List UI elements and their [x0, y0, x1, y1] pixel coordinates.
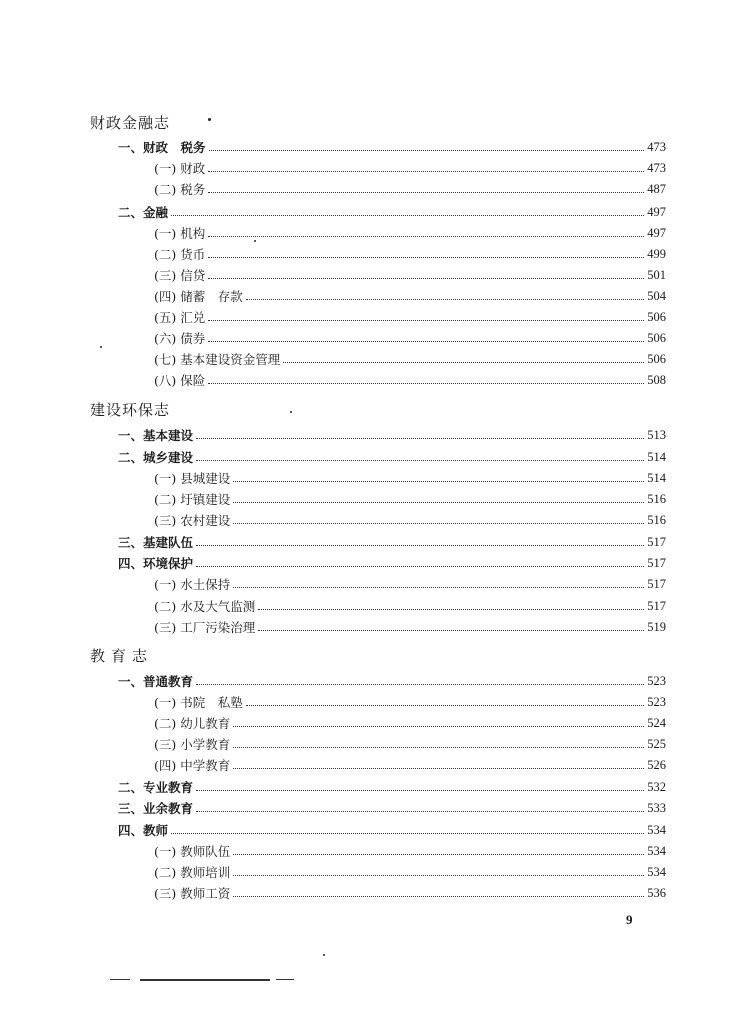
- dot-leader: [196, 789, 644, 791]
- dot-leader: [171, 832, 644, 834]
- dot-leader: [208, 277, 644, 279]
- toc-entry-page: 499: [647, 246, 666, 261]
- dot-leader: [233, 725, 644, 727]
- toc-entry[interactable]: [154, 755, 666, 775]
- toc-entry-page: 497: [647, 204, 666, 219]
- toc-entry-label: 二、专业教育: [118, 780, 194, 795]
- dot-leader: [233, 586, 644, 588]
- dot-leader: [208, 256, 644, 258]
- toc-entry[interactable]: [154, 244, 666, 264]
- toc-entry[interactable]: [154, 223, 666, 243]
- dot-leader: [233, 853, 644, 855]
- toc-entry[interactable]: [154, 349, 666, 369]
- toc-entry[interactable]: [154, 307, 666, 327]
- toc-entry[interactable]: [154, 265, 666, 285]
- dot-leader: [209, 149, 645, 151]
- dot-leader: [233, 480, 644, 482]
- toc-entry-label: (二) 货币: [154, 247, 206, 262]
- dot-leader: [233, 895, 644, 897]
- scan-edge-mark: [140, 979, 270, 981]
- dot-leader: [283, 361, 644, 363]
- toc-entry-label: 四、教师: [118, 823, 169, 838]
- toc-entry-page: 517: [647, 555, 666, 570]
- toc-entry-label: 一、普通教育: [118, 674, 194, 689]
- toc-entry-page: 526: [647, 757, 666, 772]
- toc-entry-page: 501: [647, 267, 666, 282]
- toc-entry-label: (六) 债券: [154, 331, 206, 346]
- toc-entry-label: (一) 书院 私塾: [154, 695, 243, 710]
- toc-entry[interactable]: [118, 137, 666, 157]
- toc-entry-label: (四) 中学教育: [154, 758, 231, 773]
- toc-entry-page: 519: [647, 619, 666, 634]
- dot-leader: [196, 437, 644, 439]
- dot-leader: [246, 704, 645, 706]
- scan-edge-mark: [110, 979, 130, 980]
- toc-entry-label: (二) 税务: [154, 182, 206, 197]
- toc-entry[interactable]: [154, 468, 666, 488]
- toc-entry[interactable]: [118, 553, 666, 573]
- toc-entry-label: (三) 工厂污染治理: [154, 620, 256, 635]
- toc-entry-label: (二) 幼儿教育: [154, 716, 231, 731]
- library-stamp: [2, 0, 52, 27]
- toc-entry[interactable]: [154, 158, 666, 178]
- toc-entry[interactable]: [154, 510, 666, 530]
- toc-entry[interactable]: [154, 713, 666, 733]
- dot-leader: [233, 501, 644, 503]
- dot-leader: [171, 214, 644, 216]
- toc-entry-page: 525: [647, 736, 666, 751]
- toc-entry-page: 514: [647, 449, 666, 464]
- toc-entry-label: (五) 汇兑: [154, 310, 206, 325]
- dot-leader: [196, 459, 644, 461]
- toc-entry-label: (四) 储蓄 存款: [154, 289, 243, 304]
- toc-entry-label: (一) 财政: [154, 161, 206, 176]
- dot-leader: [258, 608, 644, 610]
- dot-leader: [208, 340, 644, 342]
- dot-leader: [208, 170, 644, 172]
- toc-entry[interactable]: [118, 798, 666, 818]
- toc-entry-page: 506: [647, 330, 666, 345]
- toc-entry-page: 516: [647, 491, 666, 506]
- toc-entry[interactable]: [118, 820, 666, 840]
- toc-entry-label: 三、基建队伍: [118, 535, 194, 550]
- toc-entry[interactable]: [154, 862, 666, 882]
- toc-entry-page: 523: [647, 673, 666, 688]
- toc-entry-page: 514: [647, 470, 666, 485]
- toc-entry-label: (八) 保险: [154, 373, 206, 388]
- toc-entry-label: (一) 教师队伍: [154, 844, 231, 859]
- toc-entry-label: (一) 机构: [154, 226, 206, 241]
- toc-entry[interactable]: [154, 179, 666, 199]
- section-title-education: 教育志: [90, 647, 154, 665]
- dot-leader: [233, 767, 644, 769]
- scan-speck: [290, 411, 292, 413]
- dot-leader: [246, 298, 645, 300]
- section-title-construction: 建设环保志: [90, 401, 171, 419]
- toc-entry-label: (七) 基本建设资金管理: [154, 352, 281, 367]
- toc-entry-page: 534: [647, 864, 666, 879]
- toc-entry-page: 517: [647, 534, 666, 549]
- toc-entry-label: 一、财政 税务: [118, 140, 206, 155]
- dot-leader: [233, 522, 644, 524]
- toc-entry-page: 536: [647, 885, 666, 900]
- toc-entry-page: 517: [647, 576, 666, 591]
- toc-entry-label: (二) 水及大气监测: [154, 599, 256, 614]
- toc-entry[interactable]: [118, 202, 666, 222]
- toc-entry-label: (三) 教师工资: [154, 886, 231, 901]
- toc-entry[interactable]: [118, 671, 666, 691]
- toc-entry-label: (二) 教师培训: [154, 865, 231, 880]
- toc-entry-page: 513: [647, 427, 666, 442]
- dot-leader: [208, 191, 644, 193]
- toc-entry-page: 523: [647, 694, 666, 709]
- dot-leader: [208, 382, 644, 384]
- toc-entry-page: 487: [647, 181, 666, 196]
- toc-entry-page: 534: [647, 822, 666, 837]
- toc-entry-label: (二) 圩镇建设: [154, 492, 231, 507]
- toc-entry[interactable]: [154, 574, 666, 594]
- toc-entry-label: (三) 小学教育: [154, 737, 231, 752]
- scan-speck: [323, 954, 325, 956]
- toc-entry-label: (三) 信贷: [154, 268, 206, 283]
- toc-entry[interactable]: [118, 425, 666, 445]
- toc-entry-label: 三、业余教育: [118, 801, 194, 816]
- toc-entry[interactable]: [154, 841, 666, 861]
- scan-edge-mark: [276, 979, 294, 980]
- dot-leader: [208, 235, 644, 237]
- scan-speck: [208, 118, 211, 121]
- dot-leader: [196, 565, 644, 567]
- dot-leader: [208, 319, 644, 321]
- toc-entry-label: (三) 农村建设: [154, 513, 231, 528]
- toc-entry-label: 一、基本建设: [118, 428, 194, 443]
- toc-entry-page: 532: [647, 779, 666, 794]
- dot-leader: [233, 746, 644, 748]
- toc-entry-page: 473: [647, 160, 666, 175]
- scan-speck: [254, 240, 256, 242]
- dot-leader: [258, 629, 644, 631]
- toc-entry[interactable]: [154, 286, 666, 306]
- toc-entry-label: 二、金融: [118, 205, 169, 220]
- toc-entry-page: 473: [647, 139, 666, 154]
- toc-entry-page: 506: [647, 309, 666, 324]
- toc-entry-page: 516: [647, 512, 666, 527]
- toc-entry[interactable]: [118, 777, 666, 797]
- toc-entry[interactable]: [154, 489, 666, 509]
- toc-entry[interactable]: [118, 532, 666, 552]
- toc-entry[interactable]: [154, 596, 666, 616]
- dot-leader: [196, 683, 644, 685]
- toc-entry[interactable]: [154, 370, 666, 390]
- toc-entry[interactable]: [154, 692, 666, 712]
- toc-entry-label: (一) 水土保持: [154, 577, 231, 592]
- toc-entry-page: 534: [647, 843, 666, 858]
- toc-entry-page: 524: [647, 715, 666, 730]
- toc-entry-label: (一) 县城建设: [154, 471, 231, 486]
- section-title-finance: 财政金融志: [90, 114, 171, 132]
- toc-entry-page: 508: [647, 372, 666, 387]
- toc-entry-page: 517: [647, 598, 666, 613]
- toc-entry-page: 497: [647, 225, 666, 240]
- toc-entry[interactable]: [154, 617, 666, 637]
- dot-leader: [233, 874, 644, 876]
- toc-entry-page: 533: [647, 800, 666, 815]
- scan-speck: [100, 346, 102, 348]
- toc-entry-page: 504: [647, 288, 666, 303]
- toc-entry[interactable]: [154, 734, 666, 754]
- page-number: 9: [626, 912, 633, 927]
- toc-entry-label: 二、城乡建设: [118, 450, 194, 465]
- dot-leader: [196, 810, 644, 812]
- toc-entry[interactable]: [154, 883, 666, 903]
- toc-entry-page: 506: [647, 351, 666, 366]
- toc-entry-label: 四、环境保护: [118, 556, 194, 571]
- dot-leader: [196, 544, 644, 546]
- toc-entry[interactable]: [118, 447, 666, 467]
- toc-entry[interactable]: [154, 328, 666, 348]
